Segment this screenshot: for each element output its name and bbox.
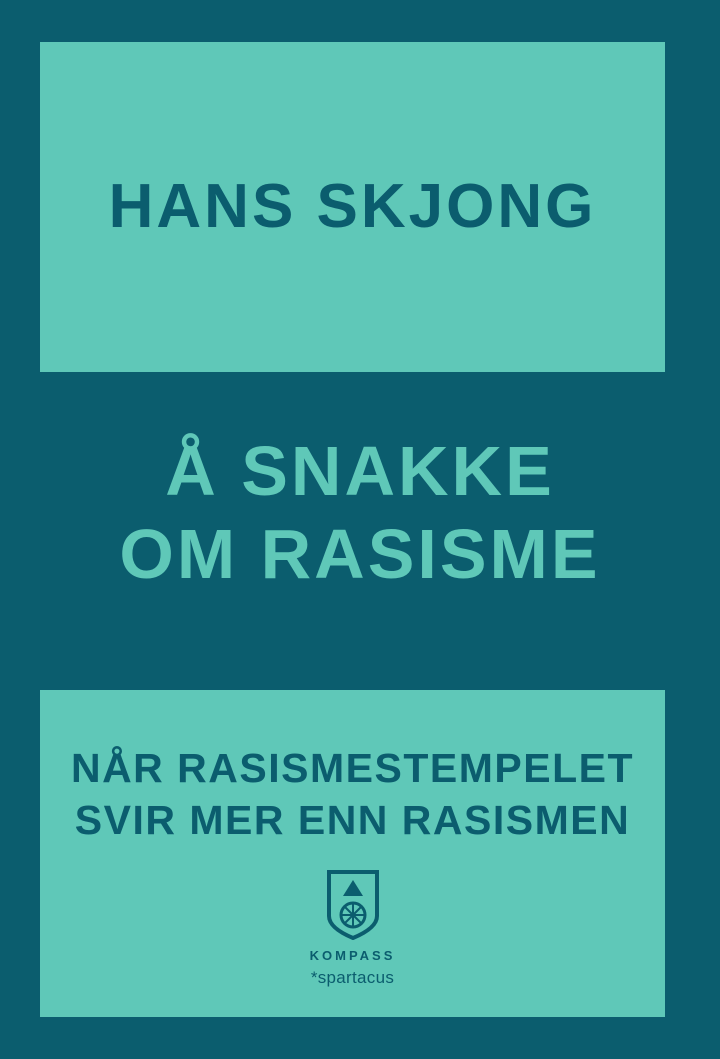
book-title [40,430,680,595]
subtitle-band [40,690,665,1017]
book-subtitle [40,742,665,847]
publisher-name: *spartacus [310,968,395,987]
author-name: HANS SKJONG [108,172,597,242]
subtitle-line-2: SVIR MER ENN RASISMEN [74,797,631,844]
title-line-1: Å SNAKKE [165,432,555,510]
subtitle-line-1: NÅR RASISMESTEMPELET [70,745,635,791]
compass-shield-icon [325,870,381,940]
publisher-logo [40,870,665,988]
publisher-imprint: KOMPASS [309,948,396,963]
title-line-2: OM RASISME [119,514,601,593]
author-band [40,42,665,372]
